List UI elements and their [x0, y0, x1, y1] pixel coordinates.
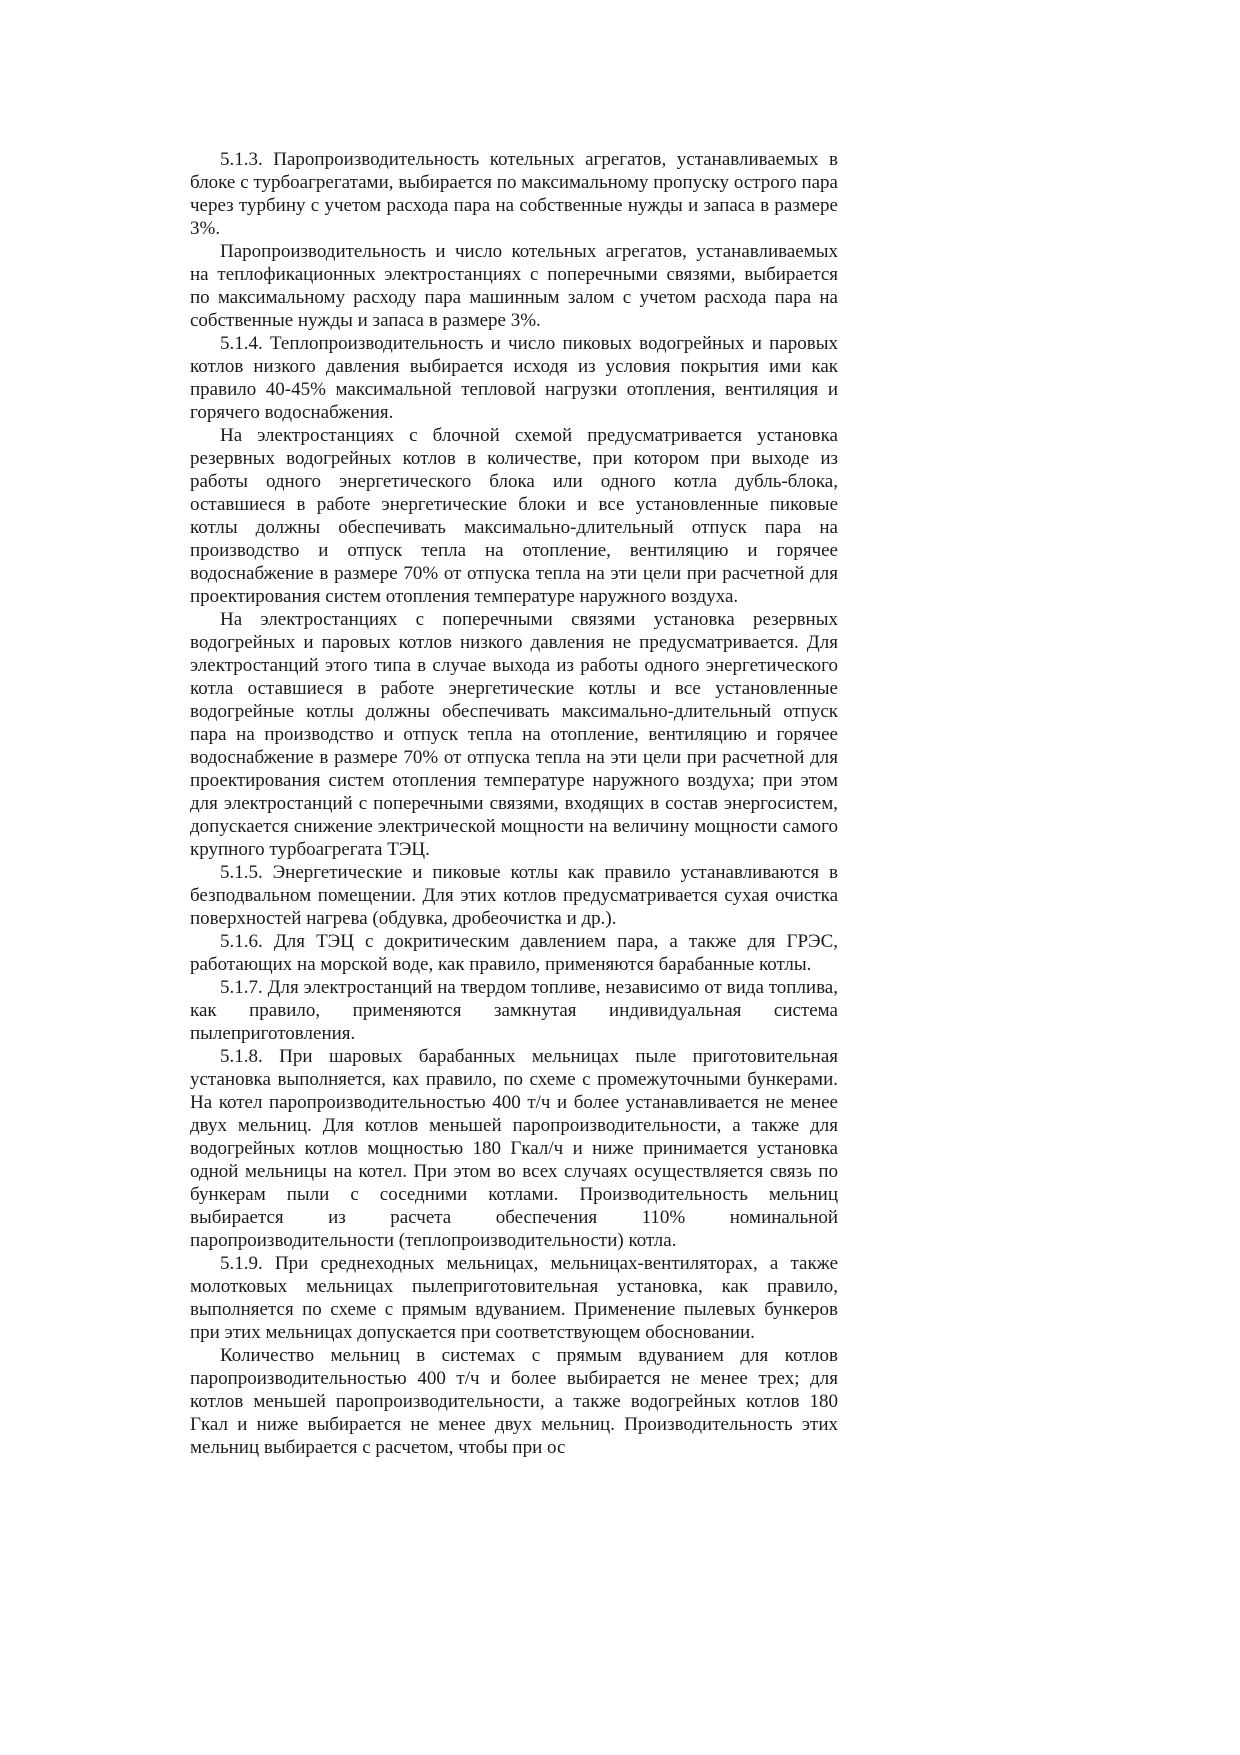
paragraph-5-1-6: 5.1.6. Для ТЭЦ с докритическим давлением пара, а также для ГРЭС, работающих на морской воде, как правило, применяются барабанные котлы.: [190, 931, 838, 975]
paragraph-mill-count: Количество мельниц в системах с прямым вдуванием для котлов паропроизводительностью 400 т/ч и более выбирается не менее трех; для котлов меньшей паропроизводительности, а также водогрейных котлов 180 Гкал и ниже выбирается не менее двух мельниц. Производительность этих мельниц выбирается с расчетом, чтобы при ос: [190, 1345, 838, 1458]
paragraph-cross-links-reserve: На электростанциях с поперечными связями установка резервных водогрейных и паровых котлов низкого давления не предусматривается. Для электростанций этого типа в случае выхода из работы одного энергетического котла оставшиеся в работе энергетические котлы и все установленные водогрейные котлы должны обеспечивать максимально-длительный отпуск пара на производство и отпуск тепла на отопление, вентиляцию и горячее водоснабжение в размере 70% от отпуска тепла на эти цели при расчетной для проектирования систем отопления температуре наружного воздуха; при этом для электростанций с поперечными связями, входящих в состав энергосистем, допускается снижение электрической мощности на величину мощности самого крупного турбоагрегата ТЭЦ.: [190, 609, 838, 860]
document-page: [190, 148, 838, 1459]
paragraph-5-1-5: 5.1.5. Энергетические и пиковые котлы как правило устанавливаются в безподвальном помещении. Для этих котлов предусматривается сухая очистка поверхностей нагрева (обдувка, дробеочистка и др.).: [190, 862, 838, 929]
paragraph-5-1-7: 5.1.7. Для электростанций на твердом топливе, независимо от вида топлива, как правило, применяются замкнутая индивидуальная система пылеприготовления.: [190, 977, 838, 1044]
paragraph-5-1-8: 5.1.8. При шаровых барабанных мельницах пыле приготовительная установка выполняется, ках правило, по схеме с промежуточными бункерами. На котел паропроизводительностью 400 т/ч и более устанавливается не менее двух мельниц. Для котлов меньшей паропроизводительности, а также для водогрейных котлов мощностью 180 Гкал/ч и ниже принимается установка одной мельницы на котел. При этом во всех случаях осуществляется связь по бункерам пыли с соседними котлами. Производительность мельниц выбирается из расчета обеспечения 110% номинальной паропроизводительности (теплопроизводительности) котла.: [190, 1046, 838, 1251]
paragraph-steam-capacity-cross-links: Паропроизводительность и число котельных агрегатов, устанавливаемых на теплофикационных электростанциях с поперечными связями, выбирается по максимальному расходу пара машинным залом с учетом расхода пара на собственные нужды и запаса в размере 3%.: [190, 241, 838, 331]
paragraph-5-1-9: 5.1.9. При среднеходных мельницах, мельницах-вентиляторах, а также молотковых мельницах пылеприготовительная установка, как правило, выполняется по схеме с прямым вдуванием. Применение пылевых бункеров при этих мельницах допускается при соответствующем обосновании.: [190, 1253, 838, 1343]
paragraph-5-1-4: 5.1.4. Теплопроизводительность и число пиковых водогрейных и паровых котлов низкого давления выбирается исходя из условия покрытия ими как правило 40-45% максимальной тепловой нагрузки отопления, вентиляция и горячего водоснабжения.: [190, 333, 838, 423]
paragraph-block-scheme-reserve: На электростанциях с блочной схемой предусматривается установка резервных водогрейных котлов в количестве, при котором при выходе из работы одного энергетического блока или одного котла дубль-блока, оставшиеся в работе энергетические блоки и все установленные пиковые котлы должны обеспечивать максимально-длительный отпуск пара на производство и отпуск тепла на отопление, вентиляцию и горячее водоснабжение в размере 70% от отпуска тепла на эти цели при расчетной для проектирования систем отопления температуре наружного воздуха.: [190, 425, 838, 607]
paragraph-5-1-3: 5.1.3. Паропроизводительность котельных агрегатов, устанавливаемых в блоке с турбоагрегатами, выбирается по максимальному пропуску острого пара через турбину с учетом расхода пара на собственные нужды и запаса в размере 3%.: [190, 149, 838, 239]
